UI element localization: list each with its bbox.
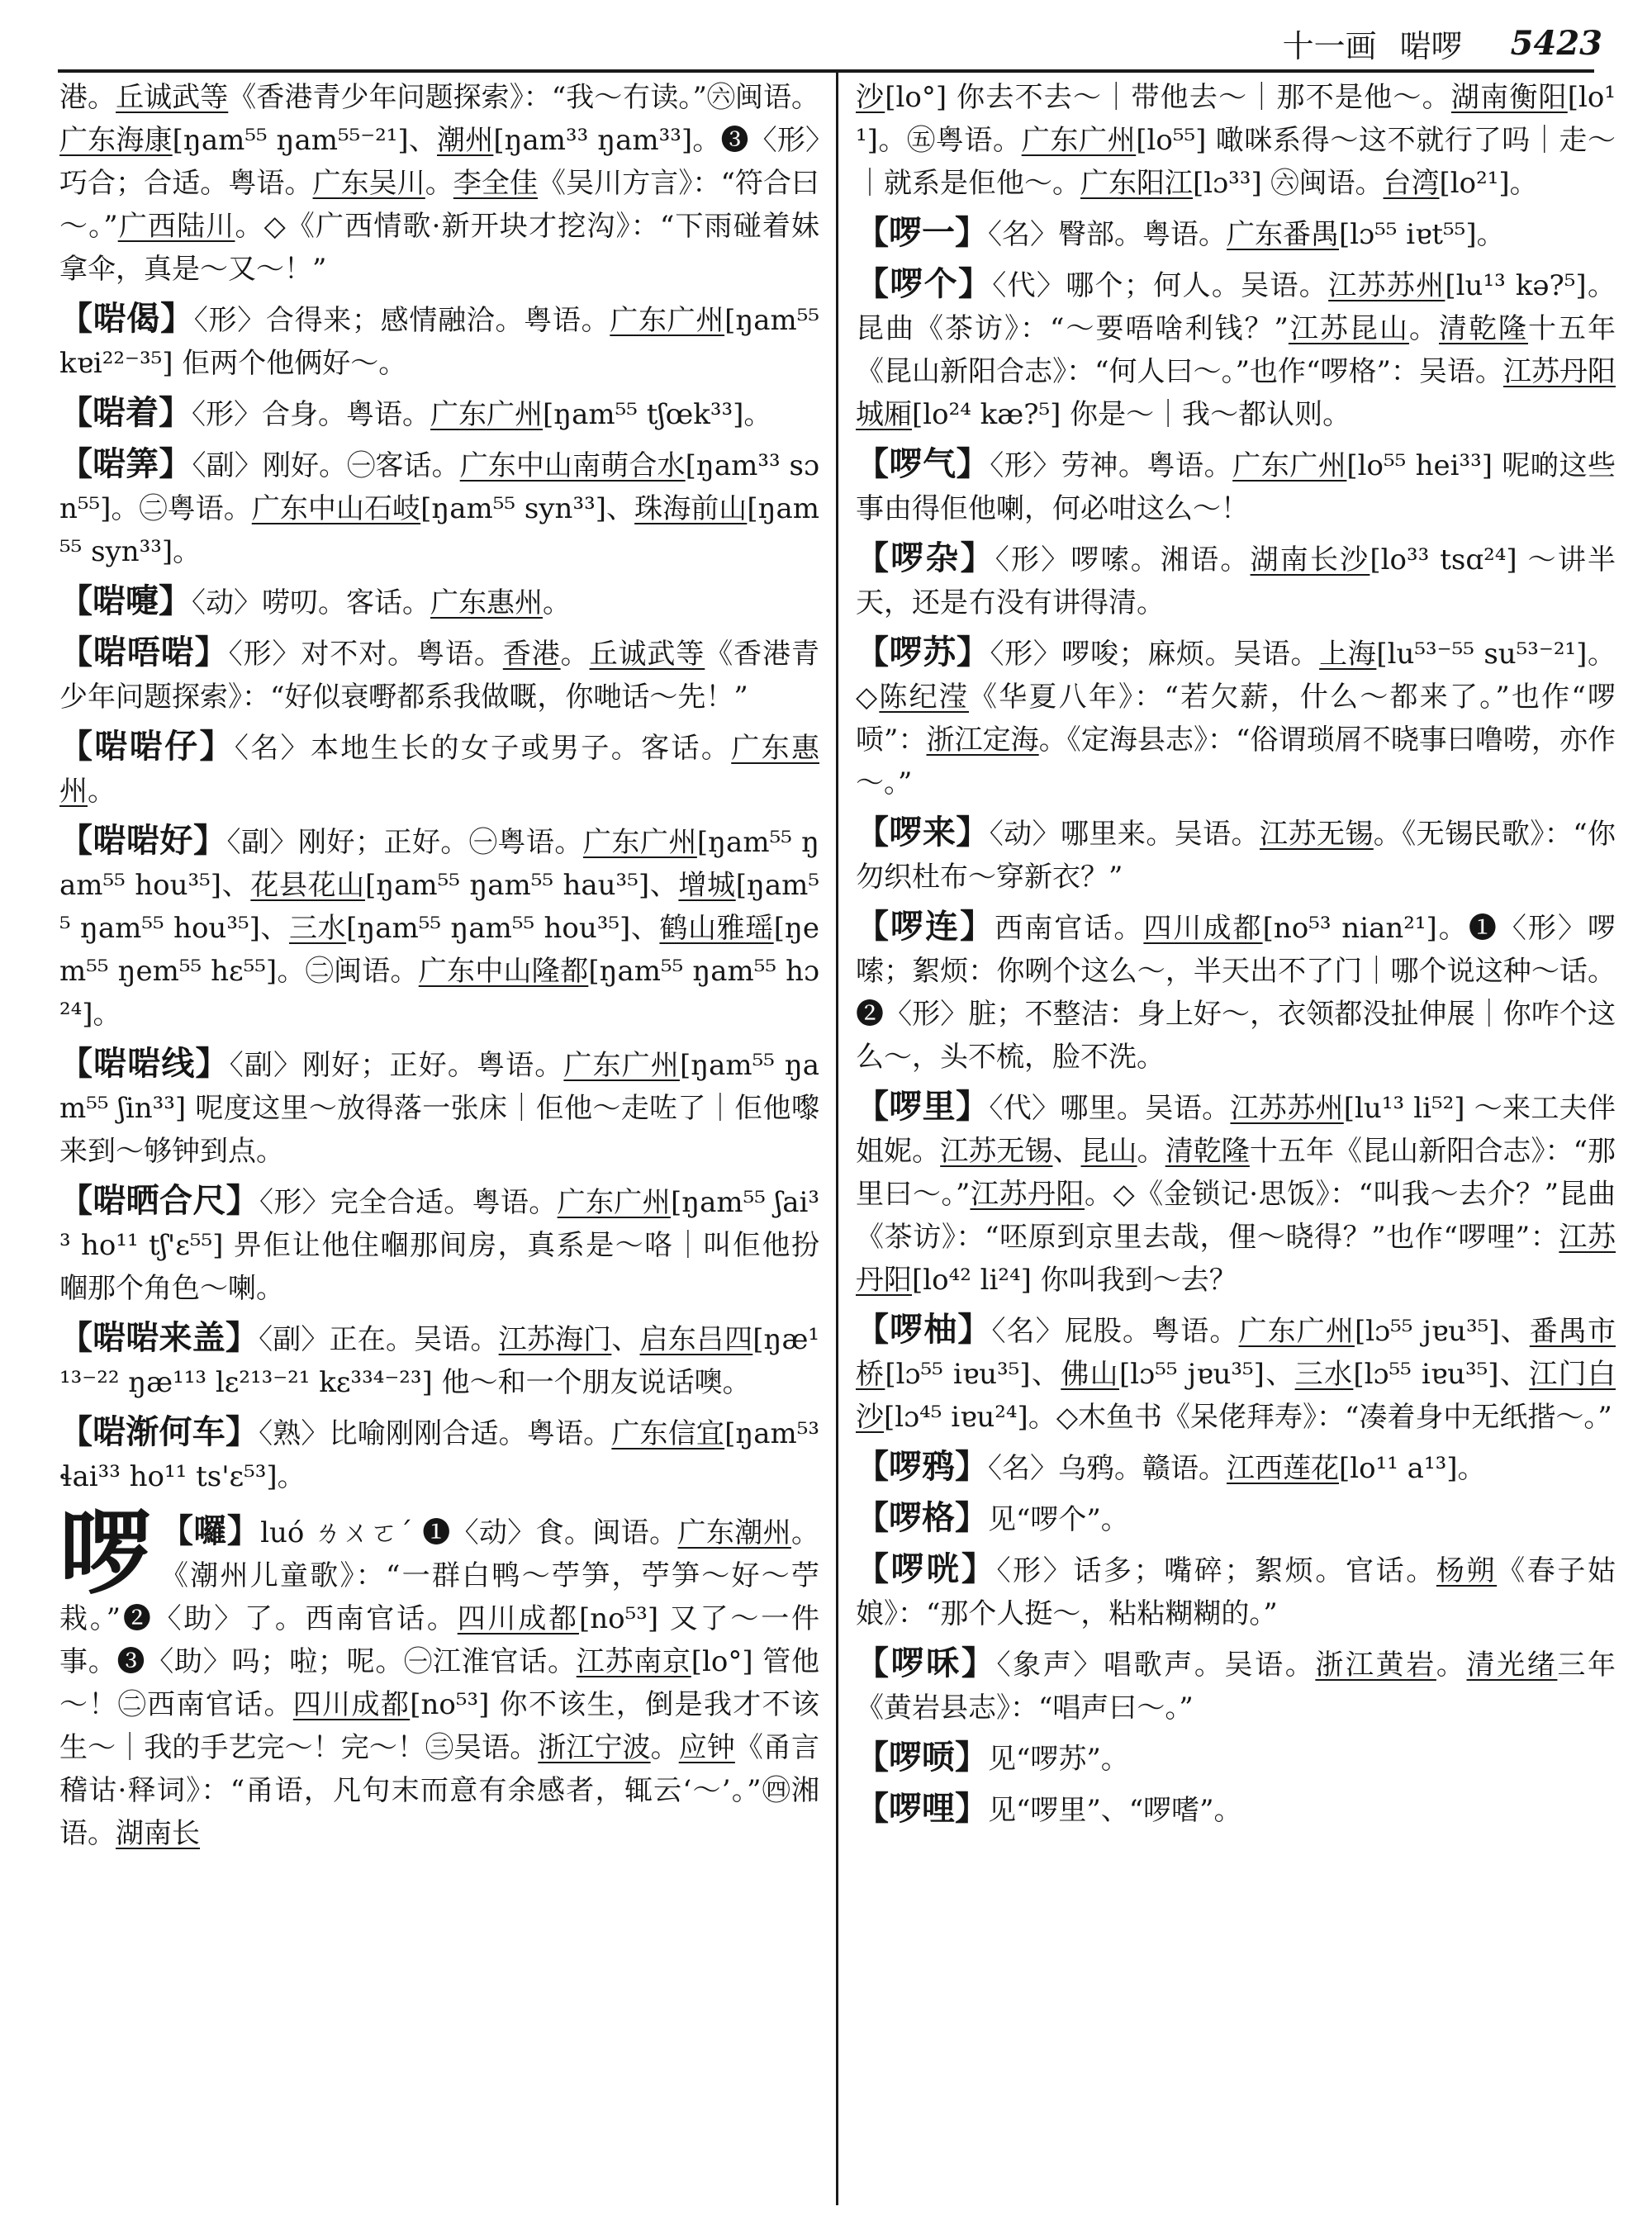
entry-ngam-zim-ho-ce: 【啱渐何车】〈熟〉比喻刚刚合适。粤语。广东信宜[ŋam⁵³ ɬai³³ ho¹¹ ts'ɛ⁵³]。 [59, 1412, 819, 1493]
entry-ngam-ngam-sin: 【啱啱线】〈副〉刚好；正好。粤语。广东广州[ŋam⁵⁵ ŋam⁵⁵ ʃin³³] 呢度这里～放得落一张床｜佢他～走咗了｜佢他嚟来到～够钟到点。 [59, 1044, 819, 1168]
entry-ngam-ngam-lai-gai: 【啱啱来盖】〈副〉正在。吴语。江苏海门、启东吕四[ŋæ¹¹³⁻²² ŋæ¹¹³ lɛ²¹³⁻²¹ kɛ³³⁴⁻²³] 他～和一个朋友说话噢。 [59, 1318, 819, 1399]
headword: 【啰柚】 [856, 1310, 992, 1349]
headword: 【啱着】 [59, 393, 192, 432]
headword: 【啱晒合尺】 [59, 1181, 259, 1220]
entry-ngam-m-ngam: 【啱唔啱】〈形〉对不对。粤语。香港。丘诚武等《香港青少年问题探索》：“好似衰嘢都系我做嘅，你哋话～先！” [59, 633, 819, 714]
entry-luo-gong-xref: 【啰唝】见“啰苏”。 [856, 1738, 1129, 1777]
headword: 【啰个】 [856, 264, 993, 303]
entry-ngam-zoek: 【啱着】〈形〉合身。粤语。广东广州[ŋam⁵⁵ tʃœk³³]。 [59, 393, 772, 432]
headword: 【啱嚏】 [59, 581, 192, 620]
entry-luo-li2-xref: 【啰哩】见“啰里”、“啰嗜”。 [856, 1789, 1242, 1828]
entry-ngam-dai: 【啱嚏】〈动〉唠叨。客话。广东惠州。 [59, 581, 571, 620]
right-column [856, 76, 1616, 2205]
entry-luo-continuation: 沙[lo°] 你去不去～｜带他去～｜那不是他～。湖南衡阳[lo¹¹]。㊄粤语。广东广州[lo⁵⁵] 噉咪系得～这不就行了吗｜走～｜就系是佢他～。广东阳江[lɔ³³] ㊅闽语。台湾[lo²¹]。 [856, 81, 1616, 200]
headword: 【啱啱好】 [59, 821, 227, 860]
headword: 【啰咊】 [856, 1644, 997, 1682]
headword: 【啱渐何车】 [59, 1412, 259, 1451]
traditional-form: 【囉】 [160, 1511, 261, 1550]
entry-ngam-syun: 【啱筭】〈副〉刚好。㊀客话。广东中山南萌合水[ŋam³³ sɔn⁵⁵]。㊁粤语。广东中山石岐[ŋam⁵⁵ syn³³]、珠海前山[ŋam⁵⁵ syn³³]。 [59, 444, 819, 568]
headword: 【啱啱仔】 [59, 727, 235, 766]
entry-luo-ya: 【啰鸦】〈名〉乌鸦。赣语。江西莲花[lo¹¹ a¹³]。 [856, 1447, 1486, 1486]
headword: 【啰格】 [856, 1498, 988, 1537]
entry-luo-lai: 【啰来】〈动〉哪里来。吴语。江苏无锡。《无锡民歌》：“你勿织杜布～穿新衣？” [856, 813, 1616, 894]
headword: 【啰来】 [856, 813, 990, 852]
entry-luo-su: 【啰苏】〈形〉啰唆；麻烦。吴语。上海[lu⁵³⁻⁵⁵ su⁵³⁻²¹]。◇陈纪滢《华夏八年》：“若欠薪，什么～都来了。”也作“啰唝”：浙江定海。《定海县志》：“俗谓琐屑不晓事曰噜唠，亦作～。” [856, 633, 1616, 799]
headword: 【啰杂】 [856, 539, 995, 577]
headword: 【啰咣】 [856, 1549, 997, 1588]
headword: 【啰气】 [856, 444, 990, 483]
headword: 【啰连】 [856, 907, 995, 946]
entry-luo-qi: 【啰气】〈形〉劳神。粤语。广东广州[lo⁵⁵ hei³³] 呢啲这些事由得佢他喇，何必咁这么～！ [856, 444, 1616, 525]
entry-luo-yi: 【啰一】〈名〉臀部。粤语。广东番禺[lɔ⁵⁵ iɐt⁵⁵]。 [856, 213, 1505, 252]
entry-luo-ge: 【啰个】〈代〉哪个；何人。吴语。江苏苏州[lu¹³ kə?⁵]。昆曲《茶访》：“～要唔啥利钱？”江苏昆山。清乾隆十五年《昆山新阳合志》：“何人曰～。”也作“啰格”：吴语。江苏丹阳城厢[lo²⁴ kæ?⁵] 你是～｜我～都认则。 [856, 264, 1616, 431]
header-section: 十一画 [1282, 27, 1377, 64]
entry-luo-lian: 【啰连】西南官话。四川成都[no⁵³ nian²¹]。❶〈形〉啰嗦；絮烦：你咧个这么～，半天出不了门｜哪个说这种～话。❷〈形〉脏；不整洁：身上好～，衣领都没扯伸展｜你咋个这么～，头不梳，脸不洗。 [856, 907, 1616, 1074]
running-header [1283, 18, 1602, 68]
header-rule [58, 69, 1594, 73]
entry-luo-you: 【啰柚】〈名〉屁股。粤语。广东广州[lɔ⁵⁵ jɐu³⁵]、番禺市桥[lɔ⁵⁵ iɐu³⁵]、佛山[lɔ⁵⁵ jɐu³⁵]、三水[lɔ⁵⁵ iɐu³⁵]、江门白沙[lɔ⁴⁵ iɐu²⁴]。◇木鱼书《呆佬拜寿》：“凑着身中无纸揩～。” [856, 1310, 1616, 1434]
headword: 【啰一】 [856, 213, 988, 252]
headword: 【啰里】 [856, 1087, 990, 1126]
headword: 【啰哩】 [856, 1789, 988, 1828]
column-divider [836, 73, 838, 2205]
left-column [59, 76, 819, 2205]
entry-continuation: 港。丘诚武等《香港青少年问题探索》：“我～冇读。”㊅闽语。广东海康[ŋam⁵⁵ ŋam⁵⁵⁻²¹]、潮州[ŋam³³ ŋam³³]。❸〈形〉巧合；合适。粤语。广东吴川。李全佳《吴川方言》：“符合曰～。”广西陆川。◇《广西情歌·新开块才挖沟》：“下雨碰着妹拿伞，真是～又～！” [59, 81, 819, 286]
entry-luo-xiao: 【啰咣】〈形〉话多；嘴碎；絮烦。官话。杨朔《春子姑娘》：“那个人挺～，粘粘糊糊的。” [856, 1549, 1616, 1630]
headword: 【啰唝】 [856, 1738, 988, 1777]
headword: 【啱啱来盖】 [59, 1318, 259, 1357]
entry-luo-ge-xref: 【啰格】见“啰个”。 [856, 1498, 1129, 1537]
headword: 【啱偈】 [59, 299, 194, 338]
headword: 【啰鸦】 [856, 1447, 988, 1486]
header-characters: 啱啰 [1399, 27, 1463, 64]
entry-luo-za: 【啰杂】〈形〉啰嗦。湘语。湖南长沙[lo³³ tsɑ²⁴] ～讲半天，还是冇没有讲得清。 [856, 539, 1616, 619]
headword: 【啱唔啱】 [59, 633, 229, 671]
headword: 【啱啱线】 [59, 1044, 230, 1083]
main-headword-character: 啰 [59, 1499, 152, 1607]
entry-ngam-gai: 【啱偈】〈形〉合得来；感情融洽。粤语。广东广州[ŋam⁵⁵ kɐi²²⁻³⁵] 佢两个他俩好～。 [59, 299, 819, 380]
entry-ngam-ngam-hou: 【啱啱好】〈副〉刚好；正好。㊀粤语。广东广州[ŋam⁵⁵ ŋam⁵⁵ hou³⁵]、花县花山[ŋam⁵⁵ ŋam⁵⁵ hau³⁵]、增城[ŋam⁵⁵ ŋam⁵⁵ hou³⁵]、三水[ŋam⁵⁵ ŋam⁵⁵ hou³⁵]、鹤山雅瑶[ŋem⁵⁵ ŋem⁵⁵ hɛ⁵⁵]。㊁闽语。广东中山隆都[ŋam⁵⁵ ŋam⁵⁵ hɔ²⁴]。 [59, 821, 819, 1031]
page-number: 5423 [1510, 23, 1602, 63]
main-entry-luo: 啰 【囉】luó ㄌㄨㄛˊ ❶〈动〉食。闽语。广东潮州。《潮州儿童歌》：“一群白鸭～苧笋，苧笋～好～苧栽。”❷〈助〉了。西南官话。四川成都[no⁵³] 又了～一件事。❸〈助〉吗；啦；呢。㊀江淮官话。江苏南京[lo°] 管他～！㊁西南官话。四川成都[no⁵³] 你不该生，倒是我才不该生～｜我的手艺完～！完～！㊂吴语。浙江宁波。应钟《甬言稽诂·释词》：“甬语，凡句末而意有余感者，辄云‘～’。”㊃湘语。湖南长 [59, 1499, 819, 1850]
headword: 【啱筭】 [59, 444, 192, 483]
headword: 【啰苏】 [856, 633, 990, 671]
entry-ngam-ngam-zai: 【啱啱仔】〈名〉本地生长的女子或男子。客话。广东惠州。 [59, 727, 819, 808]
entry-luo-he: 【啰咊】〈象声〉唱歌声。吴语。浙江黄岩。清光绪三年《黄岩县志》：“唱声曰～。” [856, 1644, 1616, 1725]
entry-luo-li: 【啰里】〈代〉哪里。吴语。江苏苏州[lu¹³ li⁵²] ～来工夫伴姐妮。江苏无锡、昆山。清乾隆十五年《昆山新阳合志》：“那里曰～。”江苏丹阳。◇《金锁记·思饭》：“叫我～去介？”昆曲《茶访》：“呸原到京里去哉，俚～晓得？”也作“啰哩”：江苏丹阳[lo⁴² li²⁴] 你叫我到～去？ [856, 1087, 1616, 1297]
entry-ngam-saai-hap-cek: 【啱晒合尺】〈形〉完全合适。粤语。广东广州[ŋam⁵⁵ ʃai³³ ho¹¹ tʃ'ɛ⁵⁵] 畀佢让他住嗰那间房，真系是～咯｜叫佢他扮嗰那个角色～喇。 [59, 1181, 819, 1305]
